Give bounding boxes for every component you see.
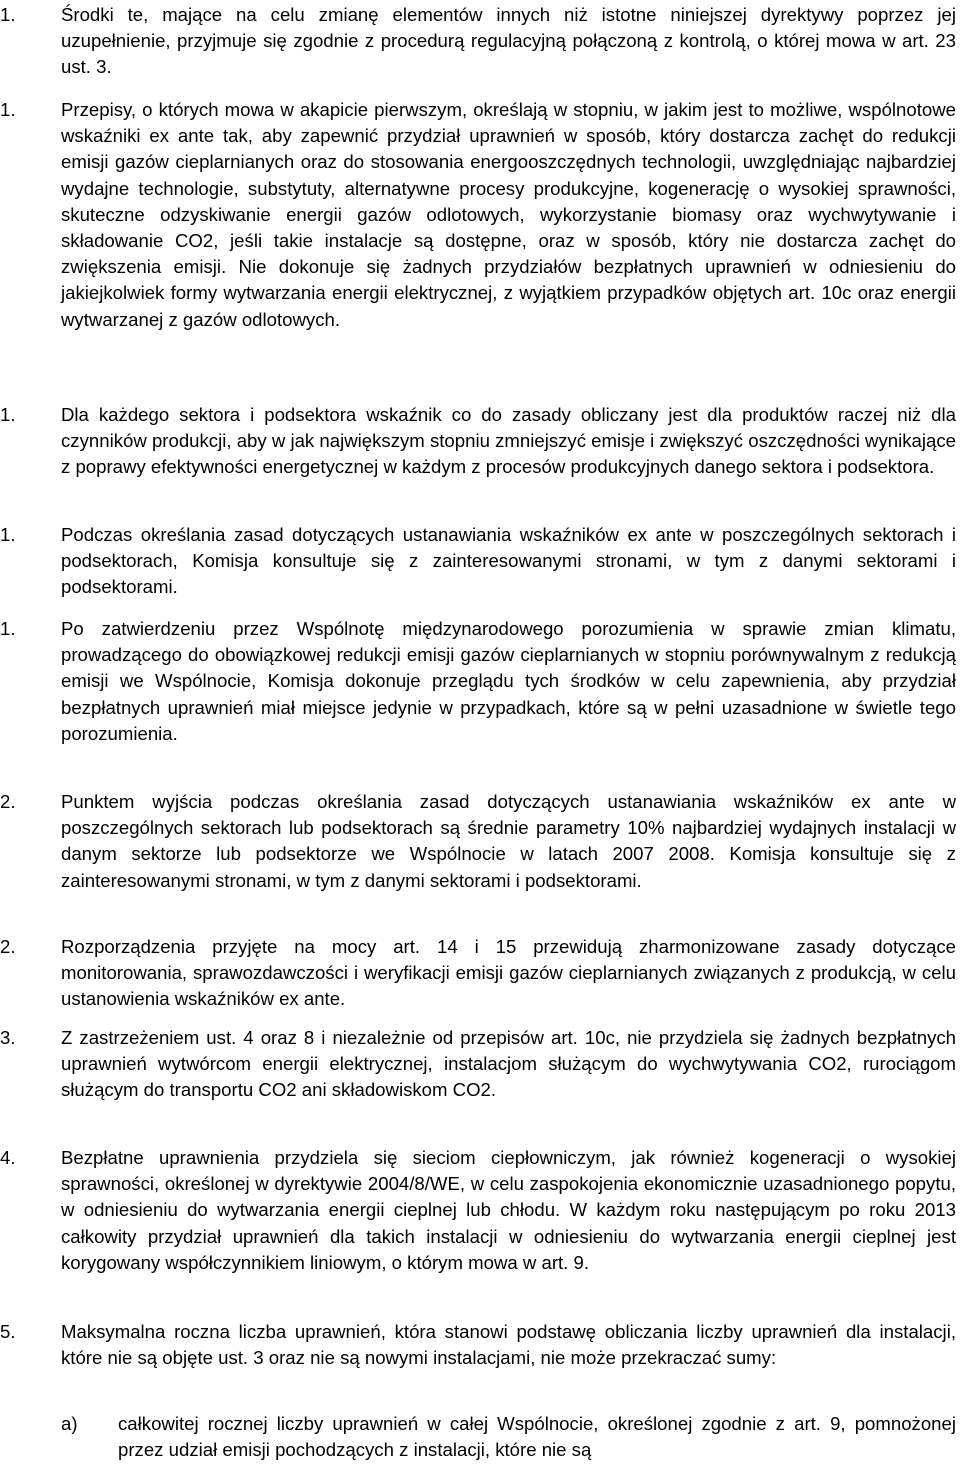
paragraph-text: Podczas określania zasad dotyczących ustanawiania wskaźników ex ante w poszczególnych sektorach i podsektorach, Komisja konsultuje się z zainteresowanymi stronami, w tym z danymi sektorami i podsektorami. [61,524,956,598]
paragraph-number: 1. [0,4,16,25]
paragraph-number: 3. [0,1027,16,1048]
paragraph-text: Środki te, mające na celu zmianę elementów innych niż istotne niniejszej dyrektywy poprzez jej uzupełnienie, przyjmuje się zgodnie z procedurą regulacyjną połączoną z kontrolą, o której mowa w art. 23 ust. 3. [61,4,956,78]
paragraph-text: Rozporządzenia przyjęte na mocy art. 14 i 15 przewidują zharmonizowane zasady dotyczące monitorowania, sprawozdawczości i weryfikacji emisji gazów cieplarnianych związanych z produkcją, w celu ustanowienia wskaźników ex ante. [61,936,956,1010]
subitem-label: a) [61,1413,78,1434]
paragraph-number: 2. [0,936,16,957]
paragraph-number: 4. [0,1147,16,1168]
paragraph-number: 1. [0,99,16,120]
paragraph-text: Z zastrzeżeniem ust. 4 oraz 8 i niezależnie od przepisów art. 10c, nie przydziela się żadnych bezpłatnych uprawnień wytwórcom energii elektrycznej, instalacjom służącym do wychwytywania CO2, rurociągom służącym do transportu CO2 ani składowiskom CO2. [61,1027,956,1101]
paragraph-number: 5. [0,1321,16,1342]
paragraph-number: 2. [0,791,16,812]
paragraph-text: Dla każdego sektora i podsektora wskaźnik co do zasady obliczany jest dla produktów raczej niż dla czynników produkcji, aby w jak największym stopniu zmniejszyć emisje i zwiększyć oszczędności wynikające z poprawy efektywności energetycznej w każdym z procesów produkcyjnych danego sektora i podsektora. [61,404,956,478]
paragraph-number: 1. [0,404,16,425]
paragraph-number: 1. [0,524,16,545]
paragraph-number: 1. [0,618,16,639]
paragraph-text: Maksymalna roczna liczba uprawnień, która stanowi podstawę obliczania liczby uprawnień dla instalacji, które nie są objęte ust. 3 oraz nie są nowymi instalacjami, nie może przekraczać sumy: [61,1321,956,1369]
paragraph-text: Przepisy, o których mowa w akapicie pierwszym, określają w stopniu, w jakim jest to możliwe, wspólnotowe wskaźniki ex ante tak, aby zapewnić przydział uprawnień w sposób, który dostarcza zachęt do redukcji emisji gazów cieplarnianych oraz do stosowania energooszczędnych technologii, uwzględniając najbardziej wydajne technologie, substytuty, alternatywne procesy produkcyjne, kogenerację o wysokiej sprawności, skuteczne odzyskiwanie energii gazów odlotowych, wykorzystanie biomasy oraz wychwytywanie i składowanie CO2, jeśli takie instalacje są dostępne, oraz w sposób, który nie dostarcza zachęt do zwiększenia emisji. Nie dokonuje się żadnych przydziałów bezpłatnych uprawnień w odniesieniu do jakiejkolwiek formy wytwarzania energii elektrycznej, z wyjątkiem przypadków objętych art. 10c oraz energii wytwarzanej z gazów odlotowych. [61,99,956,330]
paragraph-text: Po zatwierdzeniu przez Wspólnotę międzynarodowego porozumienia w sprawie zmian klimatu, prowadzącego do obowiązkowej redukcji emisji gazów cieplarnianych w stopniu porównywalnym z redukcją emisji we Wspólnocie, Komisja dokonuje przeglądu tych środków w celu zapewnienia, aby przydział bezpłatnych uprawnień miał miejsce jedynie w przypadkach, które są w pełni uzasadnione w świetle tego porozumienia. [61,618,956,744]
paragraph-text: Bezpłatne uprawnienia przydziela się sieciom ciepłowniczym, jak również kogeneracji o wysokiej sprawności, określonej w dyrektywie 2004/8/WE, w celu zaspokojenia ekonomicznie uzasadnionego popytu, w odniesieniu do wytwarzania energii cieplnej lub chłodu. W każdym roku następującym po roku 2013 całkowity przydział uprawnień dla takich instalacji w odniesieniu do wytwarzania energii cieplnej jest korygowany współczynnikiem liniowym, o którym mowa w art. 9. [61,1147,956,1273]
subitem-text: całkowitej rocznej liczby uprawnień w całej Wspólnocie, określonej zgodnie z art. 9, pomnożonej przez udział emisji pochodzących z instalacji, które nie są [118,1413,956,1461]
paragraph-text: Punktem wyjścia podczas określania zasad dotyczących ustanawiania wskaźników ex ante w poszczególnych sektorach lub podsektorach są średnie parametry 10% najbardziej wydajnych instalacji w danym sektorze lub podsektorze we Wspólnocie w latach 2007 2008. Komisja konsultuje się z zainteresowanymi stronami, w tym z danymi sektorami i podsektorami. [61,791,956,891]
